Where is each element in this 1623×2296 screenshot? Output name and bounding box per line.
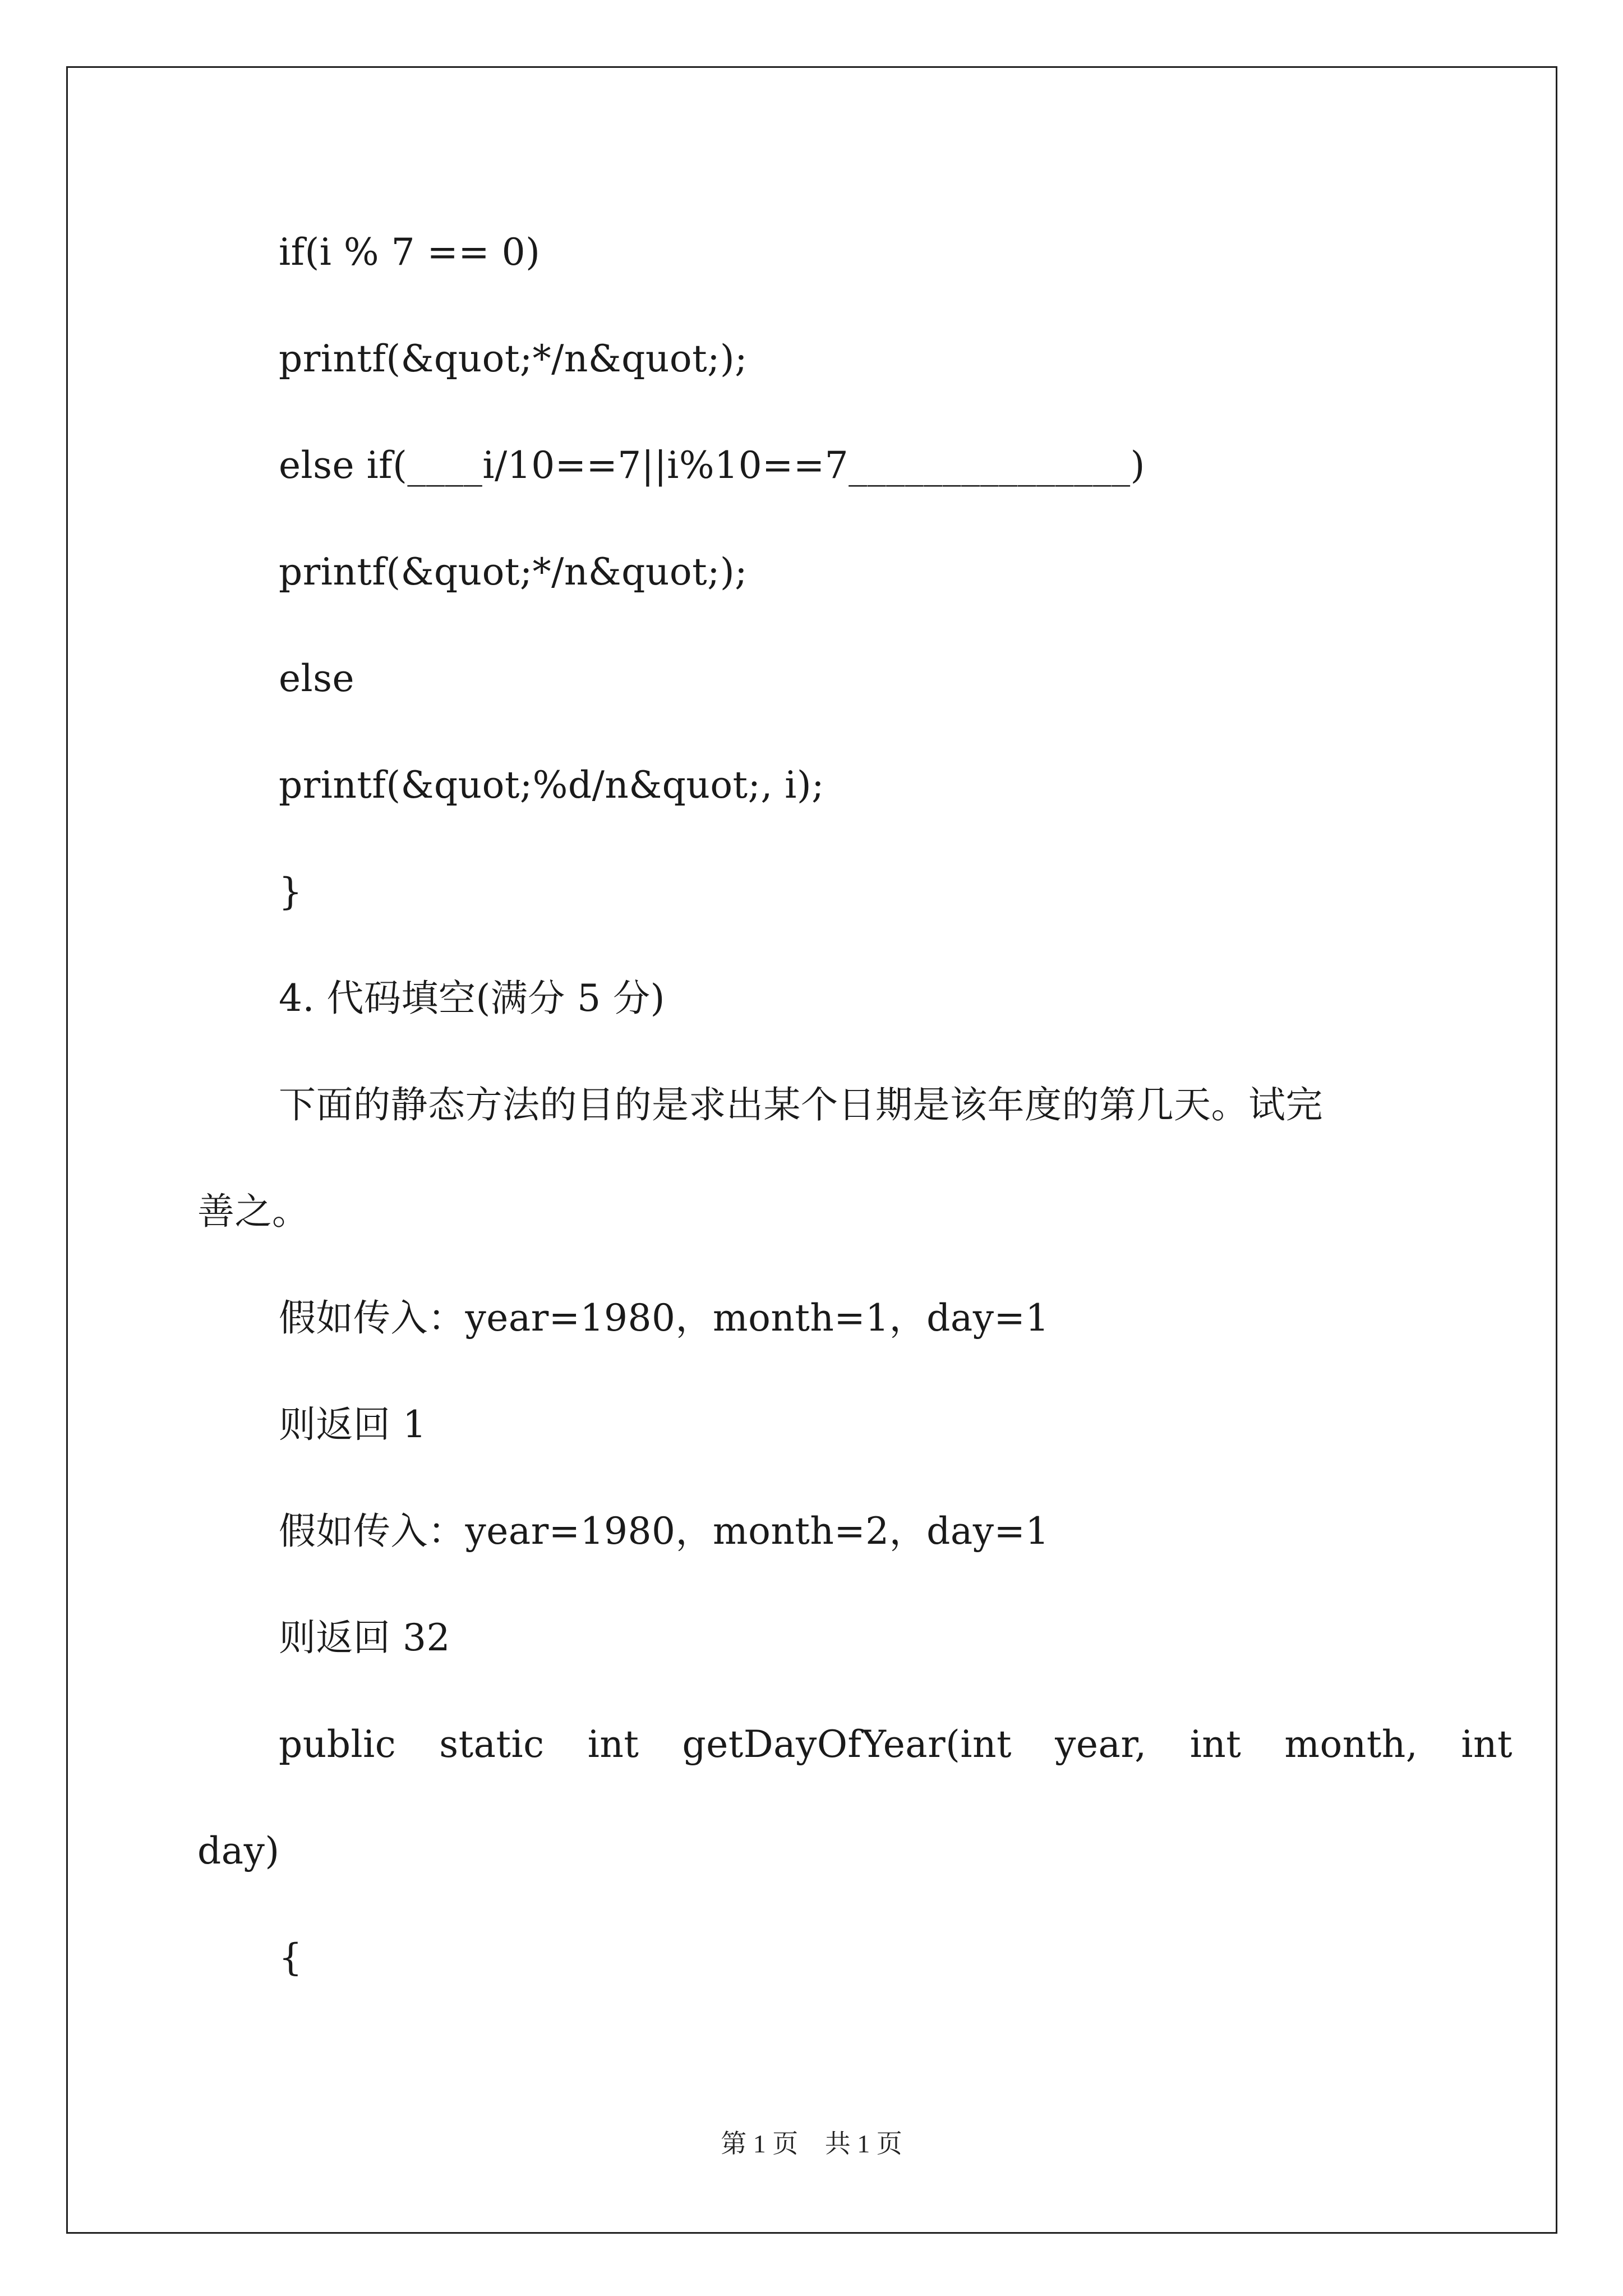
page-total: 共 1 页 — [824, 2129, 902, 2158]
page-number: 第 1 页 — [721, 2129, 799, 2158]
code-line-close-brace: } — [279, 870, 303, 913]
code-line-printf-star-2: printf(&quot;*/n&quot;); — [279, 550, 748, 593]
method-signature: public static int getDayOfYear(int year, int month, int — [279, 1723, 1513, 1766]
example-output-1: 则返回 1 — [279, 1403, 427, 1446]
code-line-printf-star: printf(&quot;*/n&quot;); — [279, 337, 748, 380]
code-line-if: if(i % 7 == 0) — [279, 231, 541, 274]
question-heading: 4. 代码填空(满分 5 分) — [279, 977, 665, 1020]
method-signature-continued: day) — [197, 1829, 280, 1872]
question-text: 下面的静态方法的目的是求出某个日期是该年度的第几天。试完 — [279, 1083, 1323, 1126]
page-footer — [0, 2127, 1623, 2161]
question-text-continued: 善之。 — [197, 1190, 310, 1233]
code-line-printf-number: printf(&quot;%d/n&quot;, i); — [279, 763, 824, 807]
method-open-brace: { — [279, 1936, 303, 1979]
code-line-else-if-blank: else if(____i/10==7||i%10==7_______________) — [279, 444, 1145, 487]
code-line-else: else — [279, 657, 355, 700]
example-input-2: 假如传入：year=1980，month=2，day=1 — [279, 1510, 1049, 1553]
example-output-2: 则返回 32 — [279, 1616, 450, 1659]
page-border — [66, 66, 1557, 2234]
example-input-1: 假如传入：year=1980，month=1，day=1 — [279, 1296, 1049, 1340]
